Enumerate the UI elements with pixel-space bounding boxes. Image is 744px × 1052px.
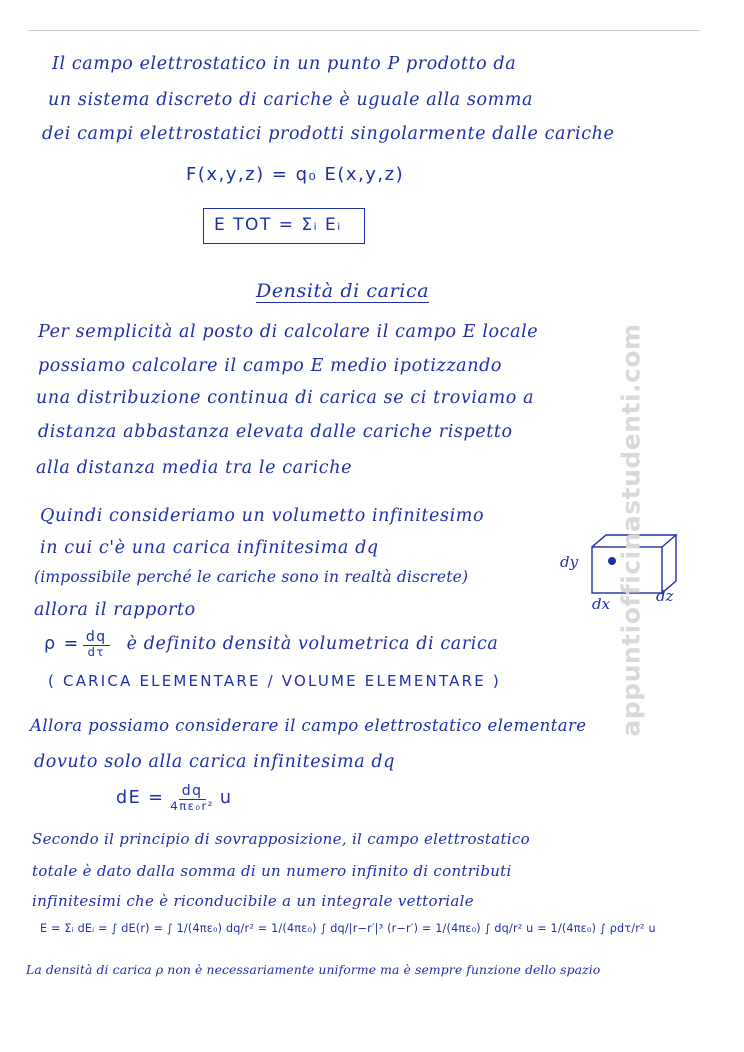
note-line: La densità di carica ρ non è necessariamente uniforme ma è sempre funzione dello spazio (26, 962, 601, 977)
note-line: Il campo elettrostatico in un punto P prodotto da (52, 54, 517, 74)
dE-unit-vector: u (219, 787, 233, 808)
note-line: totale è dato dalla somma di un numero infinito di contributi (32, 862, 512, 880)
note-line: una distribuzione continua di carica se ci troviamo a (36, 388, 535, 408)
note-line: Per semplicità al posto di calcolare il campo E locale (38, 322, 539, 342)
dE-numerator: dq (179, 784, 206, 800)
note-line: un sistema discreto di cariche è uguale alla somma (48, 90, 533, 110)
note-line: distanza abbastanza elevata dalle cariche rispetto (38, 422, 513, 442)
note-line: Quindi consideriamo un volumetto infinitesimo (40, 506, 485, 526)
rho-numerator: dq (83, 630, 110, 646)
note-line: dei campi elettrostatici prodotti singolarmente dalle cariche (42, 124, 615, 144)
rho-denominator: dτ (87, 644, 105, 659)
rho-symbol: ρ = (44, 633, 80, 654)
charge-dot (608, 557, 616, 565)
label-dz: dz (656, 587, 674, 605)
note-line: allora il rapporto (34, 600, 196, 620)
label-dy: dy (560, 553, 579, 571)
dE-equation (116, 784, 232, 812)
label-dx: dx (592, 595, 611, 613)
dE-lhs: dE = (116, 787, 165, 808)
dE-fraction (167, 784, 216, 812)
note-line: dovuto solo alla carica infinitesima dq (34, 752, 396, 772)
rho-fraction (83, 630, 110, 658)
section-heading: Densità di carica (256, 280, 430, 302)
note-line: Secondo il principio di sovrapposizione, il campo elettrostatico (32, 830, 530, 848)
note-line: in cui c'è una carica infinitesima dq (40, 538, 379, 558)
watermark-text: appuntiofficinastudenti.com (616, 323, 646, 737)
note-line: possiamo calcolare il campo E medio ipotizzando (38, 356, 503, 376)
equation-total-field: E TOT = Σᵢ Eᵢ (203, 208, 365, 244)
note-line: Allora possiamo considerare il campo elettrostatico elementare (30, 716, 587, 735)
note-line: alla distanza media tra le cariche (36, 458, 353, 478)
integral-equation: E = Σᵢ dEᵢ = ∫ dE(r) = ∫ 1/(4πε₀) dq/r² = 1/(4πε₀) ∫ dq/|r−r′|³ (r−r′) = 1/(4πε₀) ∫ dq/r² u = 1/(4πε₀) ∫ ρdτ/r² u (40, 922, 656, 935)
caps-note: ( CARICA ELEMENTARE / VOLUME ELEMENTARE ) (48, 672, 501, 690)
equation-force: F(x,y,z) = q₀ E(x,y,z) (186, 164, 405, 185)
note-line: (impossibile perché le cariche sono in realtà discrete) (34, 568, 469, 586)
note-line: infinitesimi che è riconducibile a un integrale vettoriale (32, 892, 474, 910)
rho-description: è definito densità volumetrica di carica (126, 633, 499, 654)
density-definition (44, 630, 498, 658)
page-top-rule (28, 30, 700, 31)
dE-denominator: 4πε₀r² (170, 798, 214, 813)
